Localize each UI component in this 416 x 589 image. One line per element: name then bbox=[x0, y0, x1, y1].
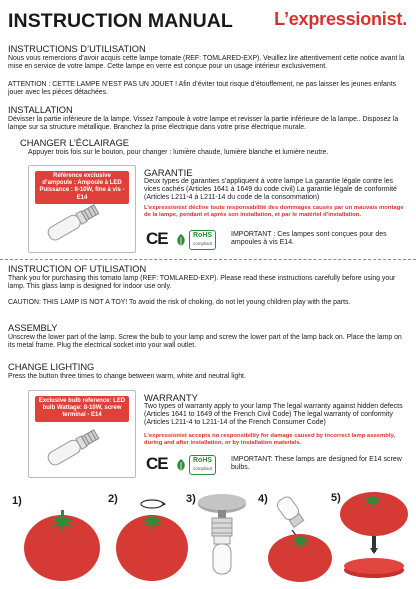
rohs-mark: RoHS compliant bbox=[175, 455, 216, 475]
en-assembly-title: ASSEMBLY bbox=[8, 323, 58, 333]
bulb-icon bbox=[29, 202, 135, 250]
en-warranty-warning: L’expressionist accepts no responsibility for damage caused by incorrect lamp assembly, during and after installation, or by installation materials. bbox=[144, 433, 395, 446]
step-1-tomato-illustration bbox=[20, 498, 102, 583]
fr-light-title: CHANGER L’ÉCLAIRAGE bbox=[20, 138, 130, 148]
step-1-label: 1) bbox=[12, 495, 22, 507]
en-light-title: CHANGE LIGHTING bbox=[8, 362, 95, 372]
bulb-icon bbox=[29, 427, 135, 475]
fr-install-text: Dévisser la partie inférieure de la lampe. Vissez l’ampoule à votre lampe et revisser la partie inférieure de la lampe.. Disposez la lampe sur sa structure métallique. Branchez la prise électrique dans votre prise électrique murale. bbox=[8, 116, 399, 132]
step-4-label: 4) bbox=[258, 493, 268, 505]
step-2-label: 2) bbox=[108, 493, 118, 505]
en-warranty-title: WARRANTY bbox=[144, 393, 199, 404]
en-caution-text: CAUTION: THIS LAMP IS NOT A TOY! To avoid the risk of choking, do not let young children play with the parts. bbox=[8, 299, 351, 306]
fr-bulb-card bbox=[28, 165, 136, 253]
ce-mark: CE bbox=[146, 454, 168, 473]
divider bbox=[0, 259, 416, 260]
en-assembly-text: Unscrew the lower part of the lamp. Screw the bulb to your lamp and screw the lower part of the lamp back on. Place the lamp on its metal frame. Plug the electrical socket into your wall outlet. bbox=[8, 334, 402, 350]
en-important-text: IMPORTANT: These lamps are designed for E14 screw bulbs. bbox=[231, 456, 402, 472]
fr-usage-text: Nous vous remercions d’avoir acquis cette lampe tomate (REF: TOMLARED-EXP). Veuillez lire attentivement cette notice avant la mise en service de votre lampe. Cette lampe en verre est conçue pour un usage intérieur exclusivement. bbox=[8, 55, 405, 71]
en-usage-title: INSTRUCTION OF UTILISATION bbox=[8, 264, 147, 274]
rohs-mark: RoHS compliant bbox=[175, 230, 216, 250]
fr-usage-title: INSTRUCTIONS D’UTILISATION bbox=[8, 44, 146, 54]
fr-warranty-text: Deux types de garanties s’appliquent à votre lampe La garantie légale contre les vices cachés (Articles 1641 à 1649 du code civil) La garantie légale de conformité (Articles L211-4 à L211-14 du code de la consommation) bbox=[144, 178, 397, 202]
ce-mark: CE bbox=[146, 229, 168, 248]
fr-caution-text: ATTENTION : CETTE LAMPE N’EST PAS UN JOUET ! Afin d’éviter tout risque d’étouffement, ne pas laisser les jeunes enfants jouer avec les pièces détachées. bbox=[8, 81, 397, 97]
en-usage-text: Thank you for purchasing this tomato lamp (REF: TOMLARED-EXP). Please read these instructions carefully before using your lamp. This glass lamp is designed for indoor use only. bbox=[8, 275, 396, 291]
en-bulb-reference: Exclusive bulb reference: LED bulb Wattage: 8-10W, screw terminal - E14 bbox=[35, 396, 129, 422]
en-warranty-text: Two types of warranty apply to your lamp The legal warranty against hidden defects (Articles 1641 to 1649 of the French Civil Code) The legal warranty of conformity (Articles L211-4 to L211-14 of the French Consumer Code) bbox=[144, 403, 403, 427]
en-bulb-card bbox=[28, 390, 136, 478]
fr-bulb-reference: Référence exclusive d’ampoule : Ampoule à LED Puissance : 8-10W, fine à vis - E14 bbox=[35, 171, 129, 204]
brand-logo: L’expressionist. bbox=[274, 9, 407, 29]
fr-important-text: IMPORTANT : Ces lampes sont conçues pour des ampoules à vis E14. bbox=[231, 231, 387, 247]
step-4-insert-illustration bbox=[262, 492, 336, 584]
leaf-icon bbox=[175, 233, 187, 247]
leaf-icon bbox=[175, 458, 187, 472]
step-5-label: 5) bbox=[331, 492, 341, 504]
step-5-stand-illustration bbox=[334, 490, 414, 584]
fr-install-title: INSTALLATION bbox=[8, 105, 73, 115]
step-2-unscrew-illustration bbox=[112, 492, 194, 584]
fr-warranty-title: GARANTIE bbox=[144, 168, 193, 179]
page-title: INSTRUCTION MANUAL bbox=[8, 10, 233, 32]
step-3-label: 3) bbox=[186, 493, 196, 505]
step-3-bulb-illustration bbox=[192, 492, 256, 584]
en-light-text: Press the button three times to change between warm, white and neutral light. bbox=[8, 373, 246, 380]
fr-light-text: Appuyer trois fois sur le bouton, pour changer : lumière chaude, lumière blanche et lumière neutre. bbox=[28, 149, 329, 156]
fr-warranty-warning: L’expressionist décline toute responsabilité des dommages causés par un mauvais montage de la lampe, pendant et après son installation, et par le matériel d’installation. bbox=[144, 205, 404, 218]
